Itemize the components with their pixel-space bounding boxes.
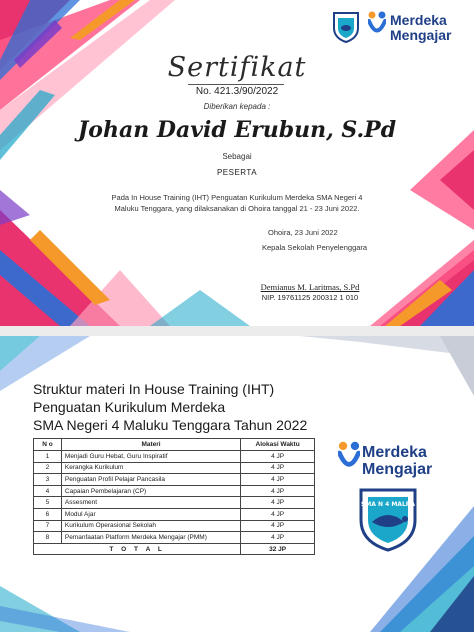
header-materi: Materi: [61, 439, 240, 451]
certificate-body-text: Pada In House Training (IHT) Penguatan Kurikulum Merdeka SMA Negeri 4 Maluku Tenggara, yang dilaksanakan di Ohoira tanggal 21 - 23 Juni 2022.: [111, 193, 363, 213]
row-no: 4: [34, 485, 62, 497]
table-row: [34, 485, 315, 497]
row-materi: Kurikulum Operasional Sekolah: [61, 520, 240, 532]
table-row: [34, 474, 315, 486]
table-header-row: [34, 439, 315, 451]
table-row: [34, 532, 315, 544]
structure-title-line-3: SMA Negeri 4 Maluku Tenggara Tahun 2022: [33, 417, 308, 433]
seal-text: SMA N 4 MALRA: [360, 501, 416, 508]
given-to-label: Diberikan kepada :: [203, 102, 271, 111]
brand-line-1: Merdeka: [362, 444, 427, 461]
table-row: [34, 497, 315, 509]
title-underline: [188, 84, 284, 85]
row-waktu: 4 JP: [241, 532, 315, 544]
row-waktu: 4 JP: [241, 451, 315, 463]
as-label: Sebagai: [222, 152, 252, 161]
recipient-name: Johan David Erubun, S.Pd: [77, 117, 397, 143]
row-materi: Penguatan Profil Pelajar Pancasila: [61, 474, 240, 486]
row-no: 8: [34, 532, 62, 544]
school-seal-icon: [357, 486, 419, 554]
certificate-title: Sertifikat: [167, 52, 307, 83]
row-waktu: 4 JP: [241, 508, 315, 520]
row-materi: Modul Ajar: [61, 508, 240, 520]
row-materi: Capaian Pembelajaran (CP): [61, 485, 240, 497]
row-no: 2: [34, 462, 62, 474]
row-waktu: 4 JP: [241, 497, 315, 509]
merdeka-mengajar-logo-icon: [368, 10, 386, 42]
merdeka-mengajar-logo-icon: [338, 440, 360, 478]
header-waktu: Alokasi Waktu: [241, 439, 315, 451]
row-waktu: 4 JP: [241, 485, 315, 497]
structure-page: [0, 336, 474, 632]
row-no: 1: [34, 451, 62, 463]
certificate-number: No. 421.3/90/2022: [195, 86, 279, 97]
signer-nip: NIP. 19761125 200312 1 010: [261, 293, 359, 302]
row-waktu: 4 JP: [241, 462, 315, 474]
table-row: [34, 508, 315, 520]
role-label: PESERTA: [216, 168, 258, 177]
brand-line-2: Mengajar: [362, 461, 433, 478]
structure-title-line-2: Penguatan Kurikulum Merdeka: [33, 399, 226, 415]
row-materi: Assesment: [61, 497, 240, 509]
row-waktu: 4 JP: [241, 474, 315, 486]
signer-title: Kepala Sekolah Penyelenggara: [262, 243, 368, 252]
header-no: N o: [34, 439, 62, 451]
structure-title-line-1: Struktur materi In House Training (IHT): [33, 381, 275, 397]
school-seal-icon: [330, 10, 362, 44]
total-label: T O T A L: [34, 543, 241, 555]
row-waktu: 4 JP: [241, 520, 315, 532]
row-materi: Menjadi Guru Hebat, Guru Inspiratif: [61, 451, 240, 463]
row-no: 6: [34, 508, 62, 520]
row-no: 3: [34, 474, 62, 486]
row-materi: Pemanfaatan Platform Merdeka Mengajar (PMM): [61, 532, 240, 544]
signer-name: Demianus M. Laritmas, S.Pd: [260, 282, 360, 292]
brand-line-2: Mengajar: [390, 27, 452, 43]
row-no: 5: [34, 497, 62, 509]
brand-logo-text: [362, 444, 432, 478]
materials-table: [33, 438, 315, 555]
row-no: 7: [34, 520, 62, 532]
table-row: [34, 451, 315, 463]
brand-logo-text: [390, 13, 451, 43]
row-materi: Kerangka Kurikulum: [61, 462, 240, 474]
table-total-row: [34, 543, 315, 555]
place-date: Ohoira, 23 Juni 2022: [268, 228, 338, 237]
table-row: [34, 520, 315, 532]
table-row: [34, 462, 315, 474]
total-value: 32 JP: [241, 543, 315, 555]
brand-line-1: Merdeka: [390, 12, 447, 28]
